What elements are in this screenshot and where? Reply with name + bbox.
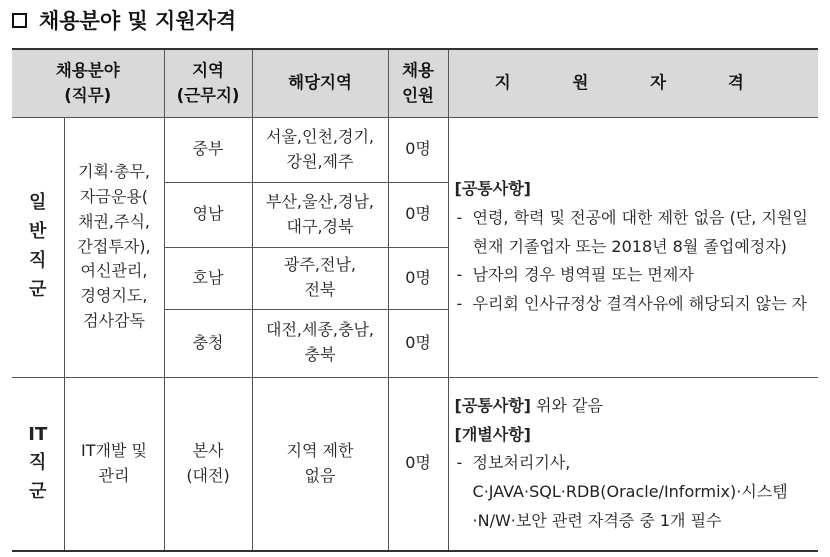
common-requirements-text: 위와 같음 xyxy=(530,395,603,415)
section-heading xyxy=(12,6,236,34)
qualification-item: - 연령, 학력 및 전공에 대한 제한 없음 (단, 지원일 현재 기졸업자 또는 2018년 8월 졸업예정자) xyxy=(455,204,809,262)
recruitment-table xyxy=(12,48,818,552)
duty-it: IT개발 및 관리 xyxy=(64,377,164,551)
header-qualification: 지 원 자 격 xyxy=(448,49,818,117)
qualification-item: - 우리회 인사규정상 결격사유에 해당되지 않는 자 xyxy=(455,290,809,319)
target-region-cell: 서울,인천,경기, 강원,제주 xyxy=(252,117,388,182)
qualification-item: - 남자의 경우 병역필 또는 면제자 xyxy=(455,261,809,290)
target-region-cell: 부산,울산,경남, 대구,경북 xyxy=(252,182,388,247)
qualification-general xyxy=(448,117,818,377)
specific-requirements-label: [개별사항] xyxy=(454,424,531,444)
common-requirements-label: [공통사항] xyxy=(454,179,531,198)
qualification-it xyxy=(448,377,818,551)
hire-count-cell: 0명 xyxy=(388,377,448,551)
region-cell: 본사 (대전) xyxy=(164,377,252,551)
region-cell: 중부 xyxy=(164,117,252,182)
header-region: 지역 (근무지) xyxy=(164,49,252,117)
duty-general: 기획·총무, 자금운용( 채권,주식, 간접투자), 여신관리, 경영지도, 검사감독 xyxy=(64,117,164,377)
hire-count-cell: 0명 xyxy=(388,182,448,247)
target-region-cell: 대전,세종,충남, 충북 xyxy=(252,309,388,377)
header-field: 채용분야 (직무) xyxy=(12,49,164,117)
category-general: 일 반 직 군 xyxy=(12,117,64,377)
region-cell: 영남 xyxy=(164,182,252,247)
region-cell: 호남 xyxy=(164,247,252,309)
header-hire-count: 채용 인원 xyxy=(388,49,448,117)
qualification-item: - 정보처리기사, C·JAVA·SQL·RDB(Oracle/Informix)·시스템·N/W·보안 관련 자격증 중 1개 필수 xyxy=(455,449,809,535)
region-cell: 충청 xyxy=(164,309,252,377)
header-target-region: 해당지역 xyxy=(252,49,388,117)
hire-count-cell: 0명 xyxy=(388,117,448,182)
target-region-cell: 광주,전남, 전북 xyxy=(252,247,388,309)
square-bullet-icon xyxy=(12,13,27,28)
hire-count-cell: 0명 xyxy=(388,247,448,309)
target-region-cell: 지역 제한 없음 xyxy=(252,377,388,551)
common-requirements-label: [공통사항] xyxy=(454,395,531,415)
heading-text: 채용분야 및 지원자격 xyxy=(39,9,237,33)
hire-count-cell: 0명 xyxy=(388,309,448,377)
category-it: IT 직 군 xyxy=(12,377,64,551)
